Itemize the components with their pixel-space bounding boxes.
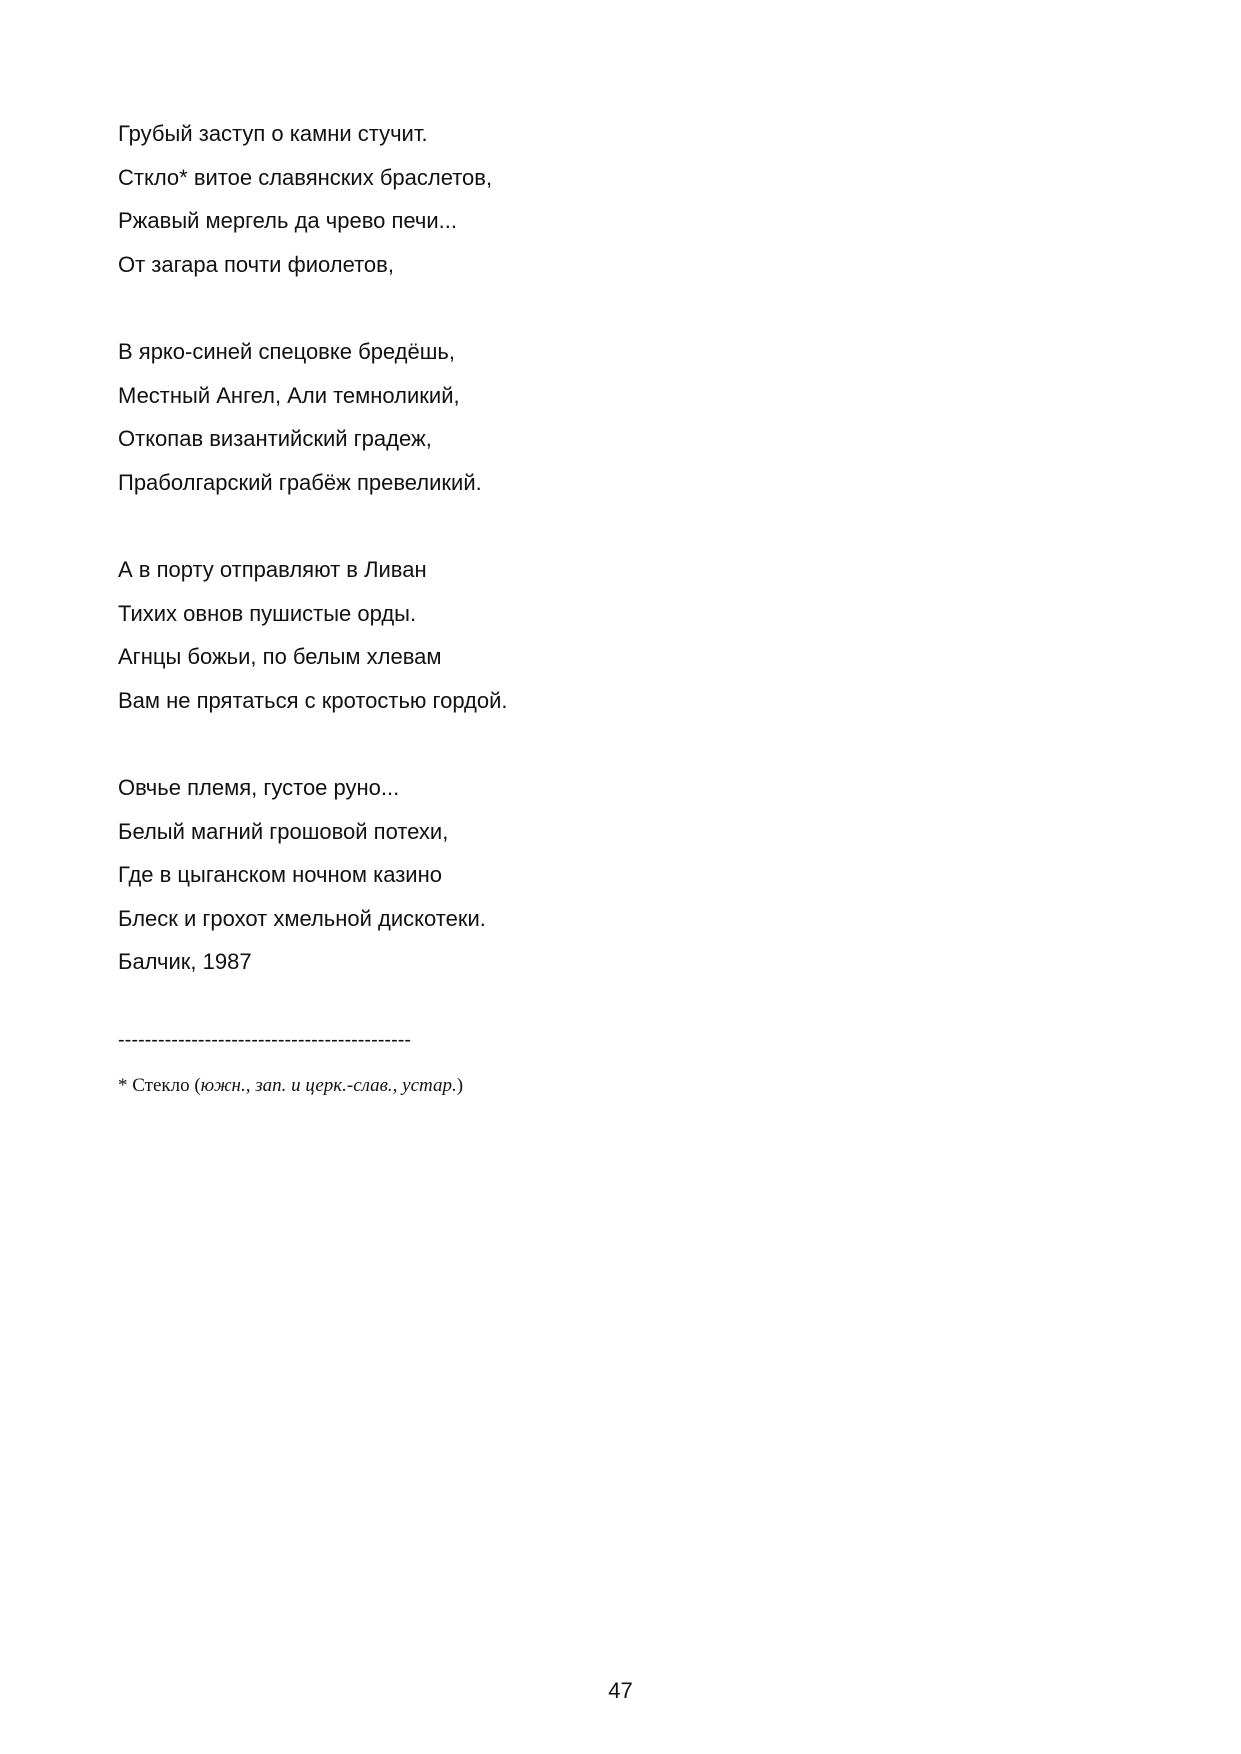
footnote-prefix: * Стекло ( [118,1075,201,1096]
stanza-3 [118,548,1118,722]
footnote-italic: южн., зап. и церк.-слав., устар. [200,1075,457,1096]
poem-line: Откопав византийский градеж, [118,426,432,451]
poem-line: Грубый заступ о камни стучит. [118,121,428,146]
stanza-2 [118,330,1118,504]
poem-line: Сткло* витое славянских браслетов, [118,164,493,190]
footnote-suffix: ) [456,1075,464,1096]
poem-line: Вам не прятаться с кротостью гордой. [118,687,508,713]
poem-line: Ржавый мергель да чрево печи... [118,208,457,233]
stanza-4 [118,766,1118,940]
poem-line: От загара почти фиолетов, [118,251,394,277]
poem-line: Агнцы божьи, по белым хлевам [118,644,442,669]
poem-line: Тихих овнов пушистые орды. [118,600,417,626]
poem-line: Где в цыганском ночном казино [118,862,442,887]
poem-line: Блеск и грохот хмельной дискотеки. [118,905,486,931]
poem-line: Овчье племя, густое руно... [118,775,400,800]
footnote [118,1074,463,1098]
poem-line: В ярко-синей спецовке бредёшь, [118,339,455,364]
poem-line: Праболгарский грабёж превеликий. [118,469,482,495]
page-number: 47 [608,1678,633,1703]
poem-line: Белый магний грошовой потехи, [118,818,449,844]
poem-signature: Балчик, 1987 [118,949,252,974]
stanza-1 [118,112,1118,286]
footnote-separator: -------------------------------------------- [118,1029,412,1051]
poem-line: А в порту отправляют в Ливан [118,557,427,582]
poem [118,112,1118,984]
poem-line: Местный Ангел, Али темноликий, [118,382,460,408]
